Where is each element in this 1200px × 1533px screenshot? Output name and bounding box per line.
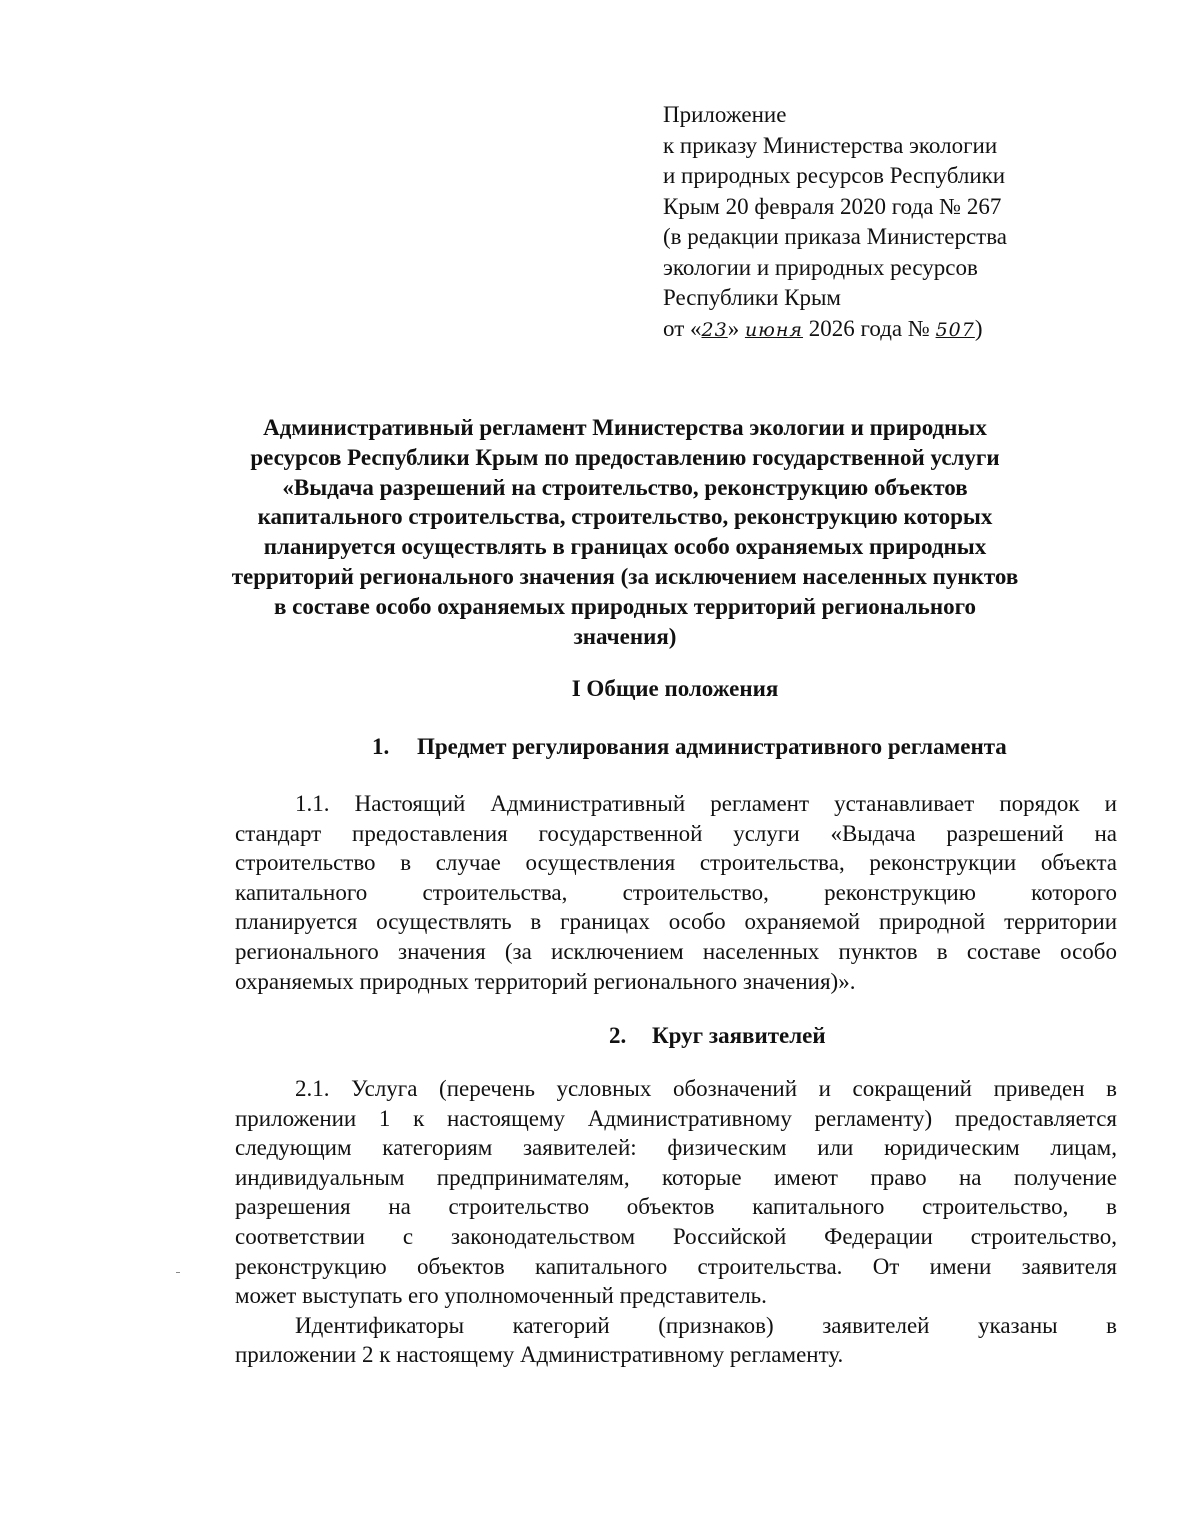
paragraph-line: индивидуальным предпринимателям, которые имеют право на получение bbox=[235, 1164, 1117, 1190]
paragraph-line: планируется осуществлять в границах особо охраняемой природной территории bbox=[235, 909, 1117, 935]
annex-date-line bbox=[663, 314, 1083, 346]
paragraph-1-1 bbox=[235, 789, 1117, 996]
annex-line: Крым 20 февраля 2020 года № 267 bbox=[663, 193, 1002, 219]
subsection-number: 2. bbox=[609, 1023, 627, 1048]
handwritten-number: 507 bbox=[935, 318, 975, 341]
annex-line: и природных ресурсов Республики bbox=[663, 163, 1006, 188]
paragraph-line: соответствии с законодательством Российской Федерации строительство, bbox=[235, 1223, 1117, 1249]
paragraph-line: 2.1. Услуга (перечень условных обозначений и сокращений приведен в bbox=[295, 1076, 1117, 1101]
paragraph-line: регионального значения (за исключением населенных пунктов в составе особо bbox=[235, 938, 1117, 964]
paragraph-line: может выступать его уполномоченный представитель. bbox=[235, 1283, 767, 1309]
title-line: значения) bbox=[573, 623, 677, 649]
title-line: в составе особо охраняемых природных территорий регионального bbox=[274, 593, 976, 619]
paragraph-line: Идентификаторы категорий (признаков) заявителей указаны в bbox=[295, 1312, 1117, 1338]
annex-line: экологии и природных ресурсов bbox=[663, 254, 978, 280]
handwritten-month: июня bbox=[744, 318, 803, 341]
paragraph-line: реконструкцию объектов капитального строительства. От имени заявителя bbox=[235, 1253, 1117, 1279]
paragraph-line: приложении 2 к настоящему Административному регламенту. bbox=[235, 1342, 844, 1368]
annex-date-prefix: от « bbox=[663, 315, 702, 341]
paragraph-line: разрешения на строительство объектов капитального строительство, в bbox=[235, 1194, 1117, 1220]
annex-line: (в редакции приказа Министерства bbox=[663, 224, 1008, 249]
annex-title: Приложение bbox=[663, 102, 787, 127]
title-line: ресурсов Республики Крым по предоставлению государственной услуги bbox=[250, 444, 1000, 470]
annex-date-mid: » bbox=[727, 315, 745, 341]
title-line: Административный регламент Министерства экологии и природных bbox=[263, 415, 987, 440]
paragraph-line: 1.1. Настоящий Административный регламент устанавливает порядок и bbox=[295, 791, 1117, 816]
annex-line: к приказу Министерства экологии bbox=[663, 132, 998, 158]
title-line: территорий регионального значения (за исключением населенных пунктов bbox=[231, 563, 1019, 589]
paragraph-line: охраняемых природных территорий регионального значения)». bbox=[235, 968, 856, 994]
document-title bbox=[200, 413, 1050, 651]
paragraph-line: строительство в случае осуществления строительства, реконструкции объекта bbox=[235, 850, 1117, 876]
title-line: капитального строительства, строительство, реконструкцию которых bbox=[257, 504, 993, 530]
subsection-heading: Круг заявителей bbox=[652, 1023, 826, 1048]
paragraph-line: стандарт предоставления государственной услуги «Выдача разрешений на bbox=[235, 820, 1117, 846]
section-heading: I Общие положения bbox=[571, 676, 779, 701]
title-line: «Выдача разрешений на строительство, реконструкцию объектов bbox=[282, 474, 968, 500]
annex-date-suffix: ) bbox=[974, 315, 983, 341]
scan-mark bbox=[176, 1272, 180, 1273]
subsection-heading: Предмет регулирования административного регламента bbox=[417, 734, 1007, 759]
annex-line: Республики Крым bbox=[663, 285, 841, 310]
title-line: планируется осуществлять в границах особо охраняемых природных bbox=[263, 534, 987, 560]
annex-date-year: 2026 года № bbox=[803, 315, 936, 341]
subsection-number: 1. bbox=[372, 734, 390, 759]
paragraph-line: следующим категориям заявителей: физическим или юридическим лицам, bbox=[235, 1135, 1117, 1161]
paragraph-line: приложении 1 к настоящему Административному регламенту) предоставляется bbox=[235, 1105, 1117, 1131]
paragraph-2-1 bbox=[235, 1074, 1117, 1370]
paragraph-line: капитального строительства, строительство, реконструкцию которого bbox=[235, 879, 1117, 905]
handwritten-day: 23 bbox=[701, 318, 728, 341]
annex-block bbox=[663, 100, 1083, 345]
